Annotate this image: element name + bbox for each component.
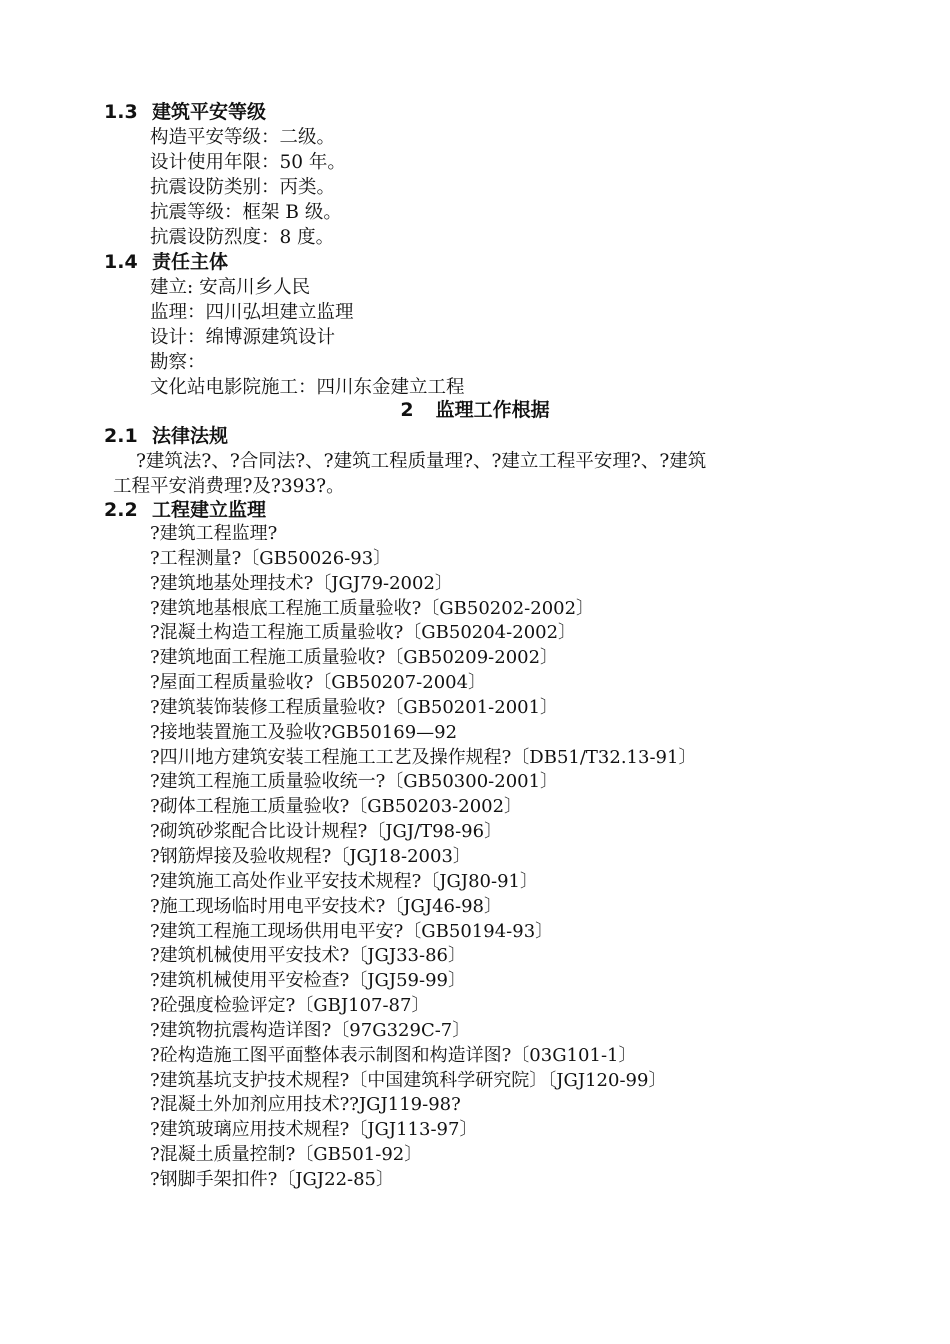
section-number: 1.3 — [104, 101, 138, 123]
section-number: 2.2 — [104, 499, 138, 521]
section-heading-2-2 — [104, 498, 266, 523]
list-item: ?屋面工程质量验收?〔GB50207-2004〕 — [150, 672, 487, 694]
list-item: ?混凝土构造工程施工质量验收?〔GB50204-2002〕 — [150, 622, 577, 644]
text-line: 设计使用年限：50 年。 — [150, 152, 346, 173]
section-heading-1-3 — [104, 100, 266, 125]
chapter-heading-2 — [0, 398, 950, 423]
list-item: ?建筑玻璃应用技术规程?〔JGJ113-97〕 — [150, 1119, 478, 1141]
text-line: 设计：绵博源建筑设计 — [150, 327, 336, 348]
list-item: ?建筑地基根底工程施工质量验收?〔GB50202-2002〕 — [150, 597, 595, 619]
chapter-number: 2 — [400, 399, 414, 421]
section-title: 责任主体 — [152, 251, 229, 273]
list-item: ?建筑工程施工现场供用电平安?〔GB50194-93〕 — [150, 920, 554, 942]
list-item: ?砼强度检验评定?〔GBJ107-87〕 — [150, 995, 430, 1017]
list-item: ?施工现场临时用电平安技术?〔JGJ46-98〕 — [150, 895, 503, 917]
chapter-title: 监理工作根据 — [435, 399, 550, 421]
list-item: ?建筑物抗震构造详图?〔97G329C-7〕 — [150, 1019, 471, 1041]
section-heading-2-1 — [104, 424, 228, 449]
list-item: ?建筑机械使用平安检查?〔JGJ59-99〕 — [150, 970, 467, 992]
list-item: ?混凝土外加剂应用技术??JGJ119-98? — [150, 1094, 461, 1116]
text-line: 抗震等级：框架 B 级。 — [150, 202, 342, 223]
paragraph-line-1: ?建筑法?、?合同法?、?建筑工程质量理?、?建立工程平安理?、?建筑 — [136, 451, 707, 472]
list-item: ?工程测量?〔GB50026-93〕 — [150, 547, 392, 569]
text-line: 建立: 安高川乡人民 — [150, 277, 311, 298]
section-title: 法律法规 — [152, 425, 229, 447]
section-heading-1-4 — [104, 250, 228, 275]
section-number: 1.4 — [104, 251, 138, 273]
text-line: 文化站电影院施工：四川东金建立工程 — [150, 377, 465, 398]
paragraph-line-2: 工程平安消费理?及?393?。 — [113, 476, 345, 497]
list-item: ?建筑基坑支护技术规程?〔中国建筑科学研究院〕〔JGJ120-99〕 — [150, 1069, 667, 1091]
list-item: ?建筑施工高处作业平安技术规程?〔JGJ80-91〕 — [150, 870, 539, 892]
list-item: ?建筑装饰装修工程质量验收?〔GB50201-2001〕 — [150, 696, 559, 718]
list-item: ?钢筋焊接及验收规程?〔JGJ18-2003〕 — [150, 845, 471, 867]
section-number: 2.1 — [104, 425, 138, 447]
list-item: ?建筑地面工程施工质量验收?〔GB50209-2002〕 — [150, 647, 559, 669]
text-line: 抗震设防烈度：8 度。 — [150, 227, 335, 248]
list-item: ?砌体工程施工质量验收?〔GB50203-2002〕 — [150, 796, 523, 818]
list-item: ?建筑地基处理技术?〔JGJ79-2002〕 — [150, 572, 453, 594]
standards-list — [150, 522, 696, 1193]
list-item: ?砼构造施工图平面整体表示制图和构造详图?〔03G101-1〕 — [150, 1044, 637, 1066]
section-title: 建筑平安等级 — [152, 101, 267, 123]
list-item: ?接地装置施工及验收?GB50169—92 — [150, 721, 458, 743]
text-line: 抗震设防类别：丙类。 — [150, 177, 336, 198]
text-line: 监理：四川弘坦建立监理 — [150, 302, 354, 323]
section-title: 工程建立监理 — [152, 499, 267, 521]
list-item: ?钢脚手架扣件?〔JGJ22-85〕 — [150, 1168, 395, 1190]
list-item: ?建筑机械使用平安技术?〔JGJ33-86〕 — [150, 945, 467, 967]
list-item: ?混凝土质量控制?〔GB501-92〕 — [150, 1144, 423, 1166]
list-item: ?四川地方建筑安装工程施工工艺及操作规程?〔DB51/T32.13-91〕 — [150, 746, 697, 768]
text-line: 构造平安等级：二级。 — [150, 127, 336, 148]
list-item: ?建筑工程监理? — [150, 523, 278, 544]
text-line: 勘察： — [150, 352, 206, 373]
list-item: ?建筑工程施工质量验收统一?〔GB50300-2001〕 — [150, 771, 559, 793]
list-item: ?砌筑砂浆配合比设计规程?〔JGJ/T98-96〕 — [150, 821, 503, 843]
